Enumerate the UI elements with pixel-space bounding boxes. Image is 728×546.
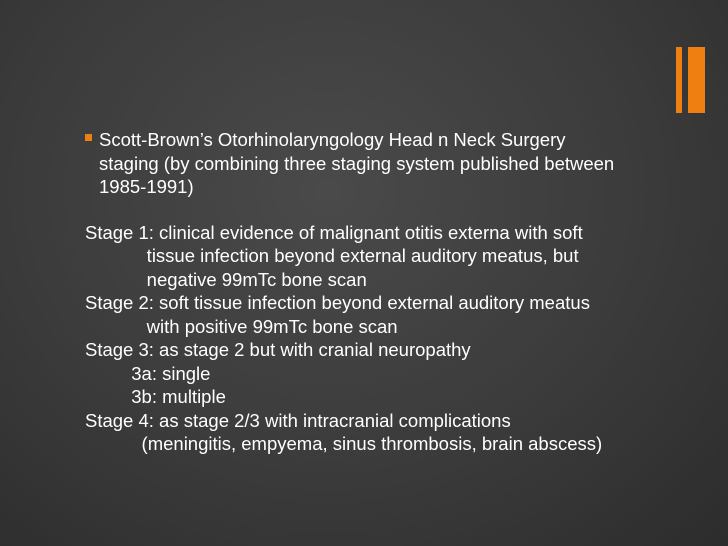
bullet-line: Scott-Brown’s Otorhinolaryngology Head n Neck Surgery xyxy=(99,129,566,150)
stage-line: 3b: multiple xyxy=(85,386,226,407)
stage-line: Stage 1: clinical evidence of malignant otitis externa with soft xyxy=(85,221,583,243)
bullet-line: 1985-1991) xyxy=(99,176,194,197)
spacer xyxy=(85,199,705,221)
stage-line: negative 99mTc bone scan xyxy=(85,268,367,290)
stage-line: with positive 99mTc bone scan xyxy=(85,315,398,337)
bullet-item xyxy=(85,128,705,199)
staging-list xyxy=(85,221,705,456)
square-bullet-icon xyxy=(85,134,92,141)
stage-line: (meningitis, empyema, sinus thrombosis, brain abscess) xyxy=(85,433,603,454)
accent-bar-thin xyxy=(676,47,682,113)
stage-line: 3a: single xyxy=(85,362,211,384)
accent-bar-thick xyxy=(688,47,705,113)
stage-line: Stage 3: as stage 2 but with cranial neuropathy xyxy=(85,339,471,360)
stage-line: tissue infection beyond external auditory meatus, but xyxy=(85,245,579,266)
stage-line: Stage 2: soft tissue infection beyond external auditory meatus xyxy=(85,292,590,313)
slide-content xyxy=(85,128,705,456)
stage-line: Stage 4: as stage 2/3 with intracranial complications xyxy=(85,409,511,431)
bullet-line: staging (by combining three staging system published between xyxy=(99,152,615,174)
